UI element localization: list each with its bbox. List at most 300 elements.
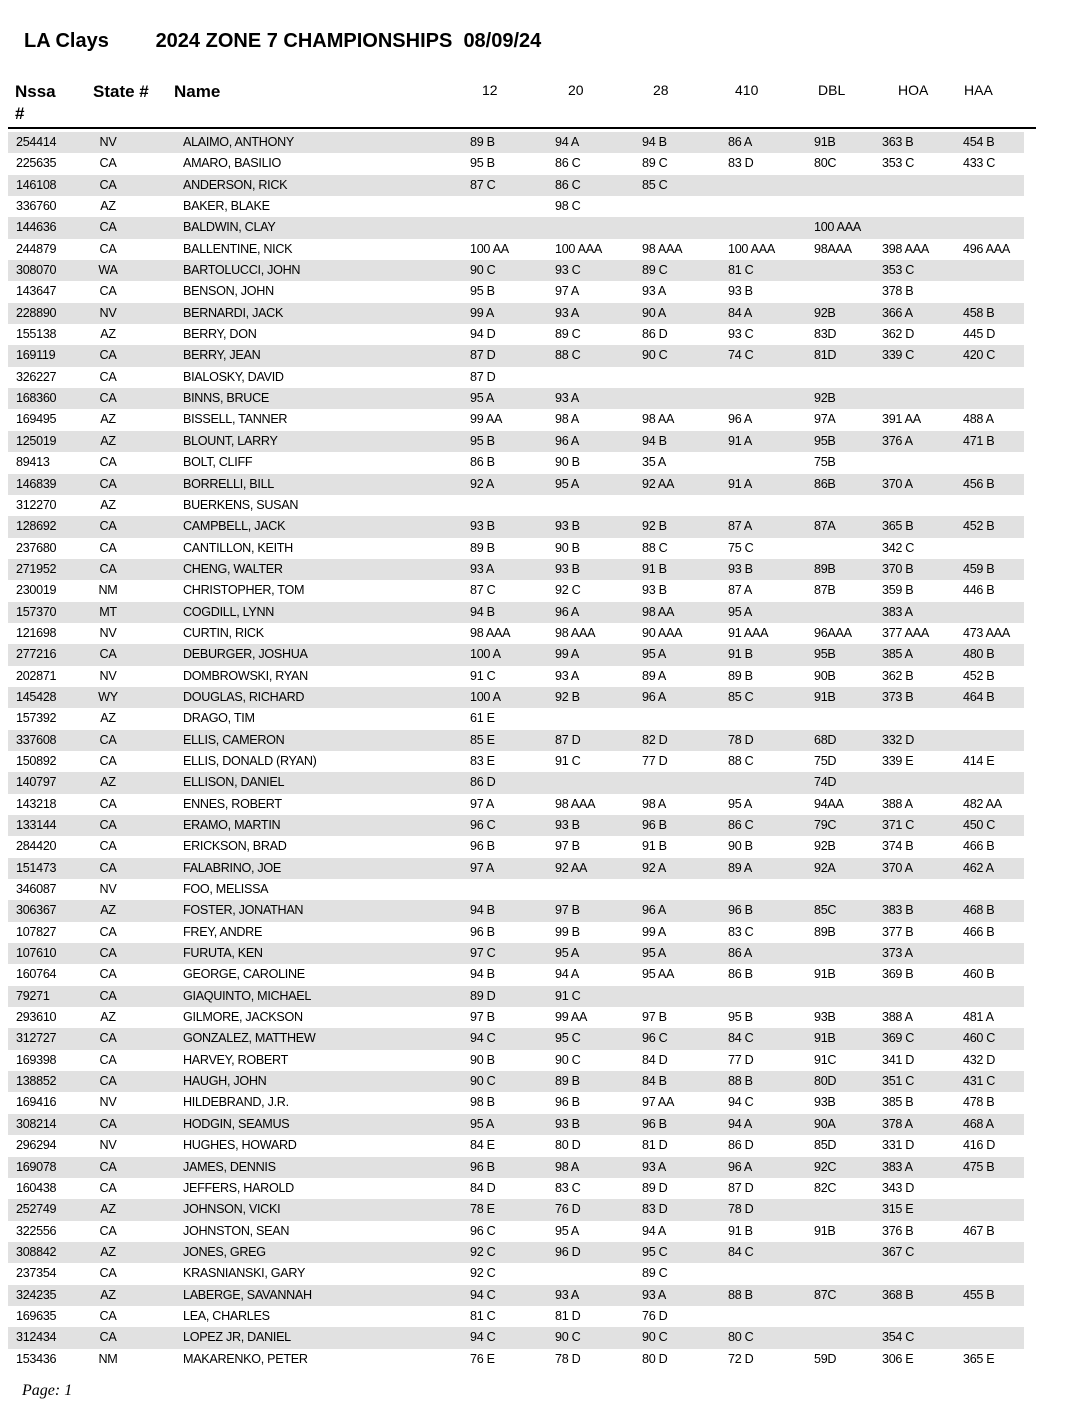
cell-state: CA	[99, 1031, 117, 1046]
cell-name: BUERKENS, SUSAN	[183, 497, 299, 512]
cell-nssa: 146108	[16, 177, 57, 192]
cell-12: 84 E	[470, 1138, 495, 1153]
cell-28: 90 C	[642, 348, 668, 363]
cell-nssa: 133144	[16, 818, 57, 832]
cell-12: 94 B	[470, 967, 495, 982]
cell-state: CA	[99, 924, 117, 939]
cell-20: 83 C	[555, 1180, 581, 1195]
cell-20: 94 A	[555, 967, 580, 982]
cell-12: 87 C	[470, 177, 496, 192]
cell-name: HILDEBRAND, J.R.	[183, 1095, 289, 1110]
cell-dbl: 85C	[814, 903, 837, 918]
cell-12: 100 A	[470, 689, 501, 704]
cell-name: KRASNIANSKI, GARY	[183, 1266, 306, 1281]
cell-12: 87 D	[470, 348, 496, 363]
cell-28: 89 C	[642, 1266, 668, 1281]
cell-20: 93 A	[555, 1287, 580, 1302]
cell-hoa: 378 B	[882, 284, 914, 299]
cell-410: 84 C	[728, 1244, 754, 1259]
cell-name: DOMBROWSKI, RYAN	[183, 668, 308, 683]
cell-410: 84 A	[728, 305, 753, 320]
cell-dbl: 89B	[814, 561, 836, 576]
cell-12: 96 B	[470, 839, 495, 854]
table-row	[8, 943, 1024, 964]
table-row	[8, 623, 1024, 644]
cell-12: 99 AA	[470, 412, 503, 427]
cell-410: 80 C	[728, 1330, 754, 1345]
cell-410: 83 D	[728, 156, 754, 171]
cell-nssa: 336760	[16, 199, 57, 214]
cell-410: 91 A	[728, 476, 753, 491]
cell-haa: 456 B	[963, 476, 995, 491]
table-row	[8, 303, 1024, 324]
report-title: 2024 ZONE 7 CHAMPIONSHIPS	[155, 30, 453, 52]
cell-12: 92 C	[470, 1266, 496, 1281]
cell-nssa: 150892	[16, 753, 57, 768]
cell-410: 96 A	[728, 1159, 753, 1174]
cell-20: 96 A	[555, 604, 580, 619]
cell-hoa: 342 C	[882, 540, 915, 555]
club-name: LA Clays	[24, 30, 109, 52]
cell-12: 96 C	[470, 1223, 496, 1238]
cell-20: 92 AA	[555, 860, 588, 875]
cell-20: 100 AAA	[555, 241, 602, 256]
cell-name: FALABRINO, JOE	[183, 860, 281, 875]
cell-dbl: 75B	[814, 455, 836, 470]
column-headers	[0, 78, 1088, 128]
cell-28: 81 D	[642, 1138, 668, 1153]
cell-state: AZ	[100, 711, 116, 726]
cell-12: 94 B	[470, 604, 495, 619]
cell-hoa: 369 B	[882, 967, 914, 982]
cell-hoa: 365 B	[882, 519, 914, 534]
cell-dbl: 87C	[814, 1287, 837, 1302]
cell-nssa: 169495	[16, 412, 57, 427]
cell-name: ELLIS, CAMERON	[183, 732, 285, 747]
cell-nssa: 169119	[16, 348, 56, 363]
cell-410: 84 C	[728, 1031, 754, 1046]
cell-28: 93 B	[642, 583, 667, 598]
table-row	[8, 281, 1024, 302]
cell-28: 89 A	[642, 668, 667, 683]
cell-name: HAUGH, JOHN	[183, 1074, 267, 1089]
cell-dbl: 100 AAA	[814, 220, 861, 235]
cell-410: 95 A	[728, 604, 753, 619]
cell-haa: 460 C	[963, 1031, 996, 1046]
cell-410: 91 A	[728, 433, 753, 448]
cell-410: 78 D	[728, 1202, 754, 1217]
cell-haa: 475 B	[963, 1159, 995, 1174]
cell-name: BALDWIN, CLAY	[183, 220, 276, 235]
cell-20: 89 B	[555, 1074, 580, 1089]
cell-28: 94 B	[642, 433, 667, 448]
cell-410: 94 A	[728, 1116, 753, 1131]
cell-haa: 431 C	[963, 1074, 996, 1089]
cell-28: 93 A	[642, 1287, 667, 1302]
table-row	[8, 730, 1024, 751]
cell-name: ERAMO, MARTIN	[183, 818, 281, 832]
cell-state: NV	[99, 625, 117, 640]
cell-state: CA	[99, 348, 117, 363]
cell-name: BINNS, BRUCE	[183, 391, 269, 406]
cell-20: 93 A	[555, 668, 580, 683]
cell-haa: 471 B	[963, 433, 995, 448]
cell-dbl: 94AA	[814, 796, 844, 811]
cell-28: 96 C	[642, 1031, 668, 1046]
cell-20: 89 C	[555, 327, 581, 342]
cell-state: CA	[99, 177, 117, 192]
cell-dbl: 91B	[814, 135, 836, 149]
cell-28: 96 A	[642, 689, 667, 704]
cell-dbl: 95B	[814, 647, 836, 662]
col-name: Name	[174, 82, 221, 101]
cell-haa: 365 E	[963, 1351, 995, 1366]
cell-name: JONES, GREG	[183, 1244, 266, 1259]
cell-28: 76 D	[642, 1308, 668, 1323]
cell-20: 90 B	[555, 540, 580, 555]
cell-hoa: 370 A	[882, 860, 913, 875]
cell-haa: 446 B	[963, 583, 995, 598]
cell-name: BAKER, BLAKE	[183, 199, 270, 214]
cell-state: WY	[98, 689, 118, 704]
cell-nssa: 144636	[16, 220, 57, 235]
col-20: 20	[568, 82, 584, 98]
cell-state: CA	[99, 369, 117, 384]
cell-name: JOHNSON, VICKI	[183, 1202, 281, 1217]
cell-nssa: 228890	[16, 305, 57, 320]
cell-hoa: 371 C	[882, 818, 915, 832]
cell-28: 96 A	[642, 903, 667, 918]
cell-12: 90 C	[470, 1074, 496, 1089]
cell-12: 100 A	[470, 647, 501, 662]
cell-hoa: 341 D	[882, 1052, 915, 1067]
cell-hoa: 370 B	[882, 561, 914, 576]
table-row	[8, 1242, 1024, 1263]
cell-name: COGDILL, LYNN	[183, 604, 275, 619]
cell-name: HARVEY, ROBERT	[183, 1052, 288, 1067]
cell-haa: 462 A	[963, 860, 994, 875]
cell-state: AZ	[100, 433, 116, 448]
cell-state: NV	[99, 668, 117, 683]
cell-28: 92 A	[642, 860, 667, 875]
cell-hoa: 398 AAA	[882, 241, 929, 256]
cell-haa: 468 B	[963, 903, 995, 918]
cell-hoa: 353 C	[882, 263, 915, 278]
col-410: 410	[735, 82, 759, 98]
cell-nssa: 346087	[16, 882, 57, 897]
cell-nssa: 326227	[16, 369, 57, 384]
cell-dbl: 82C	[814, 1180, 837, 1195]
cell-name: GILMORE, JACKSON	[183, 1010, 303, 1025]
cell-20: 93 A	[555, 305, 580, 320]
cell-20: 93 B	[555, 818, 580, 832]
cell-nssa: 244879	[16, 241, 57, 256]
cell-hoa: 359 B	[882, 583, 914, 598]
report-date: 08/09/24	[463, 30, 542, 52]
cell-20: 78 D	[555, 1351, 581, 1366]
cell-20: 92 B	[555, 689, 580, 704]
cell-20: 91 C	[555, 753, 581, 768]
cell-dbl: 74D	[814, 775, 837, 790]
cell-12: 92 C	[470, 1244, 496, 1259]
cell-12: 85 E	[470, 732, 495, 747]
cell-name: BERRY, JEAN	[183, 348, 261, 363]
table-row	[8, 666, 1024, 687]
cell-hoa: 339 C	[882, 348, 915, 363]
cell-name: BIALOSKY, DAVID	[183, 369, 284, 384]
cell-20: 97 B	[555, 903, 580, 918]
cell-12: 95 B	[470, 156, 495, 171]
cell-name: CAMPBELL, JACK	[183, 519, 286, 534]
cell-nssa: 312270	[16, 497, 57, 512]
cell-hoa: 373 B	[882, 689, 914, 704]
cell-hoa: 353 C	[882, 156, 915, 171]
cell-28: 80 D	[642, 1351, 668, 1366]
cell-20: 93 A	[555, 391, 580, 406]
cell-hoa: 368 B	[882, 1287, 914, 1302]
cell-hoa: 374 B	[882, 839, 914, 854]
cell-28: 92 B	[642, 519, 667, 534]
cell-state: CA	[99, 561, 117, 576]
cell-hoa: 331 D	[882, 1138, 915, 1153]
cell-haa: 482 AA	[963, 796, 1002, 811]
col-hoa: HOA	[898, 82, 929, 98]
table-row	[8, 1071, 1024, 1092]
table-row	[8, 1178, 1024, 1199]
cell-nssa: 271952	[16, 561, 57, 576]
cell-haa: 466 B	[963, 924, 995, 939]
cell-12: 94 B	[470, 903, 495, 918]
cell-dbl: 83D	[814, 327, 837, 342]
cell-nssa: 296294	[16, 1138, 57, 1153]
table-row	[8, 986, 1024, 1007]
cell-state: AZ	[100, 775, 116, 790]
cell-hoa: 343 D	[882, 1180, 915, 1195]
cell-dbl: 75D	[814, 753, 837, 768]
table-row	[8, 1349, 1024, 1370]
cell-hoa: 362 D	[882, 327, 915, 342]
cell-name: FREY, ANDRE	[183, 924, 263, 939]
page-number: Page: 1	[22, 1382, 73, 1399]
cell-12: 96 B	[470, 924, 495, 939]
cell-state: CA	[99, 455, 117, 470]
cell-haa: 478 B	[963, 1095, 995, 1110]
cell-hoa: 363 B	[882, 135, 914, 149]
cell-410: 78 D	[728, 732, 754, 747]
cell-12: 95 A	[470, 391, 495, 406]
cell-12: 99 A	[470, 305, 495, 320]
table-row	[8, 708, 1024, 729]
cell-name: FOSTER, JONATHAN	[183, 903, 304, 918]
cell-12: 83 E	[470, 753, 495, 768]
cell-nssa: 284420	[16, 839, 57, 854]
cell-410: 93 B	[728, 284, 753, 299]
cell-dbl: 92A	[814, 860, 836, 875]
cell-name: ELLIS, DONALD (RYAN)	[183, 753, 317, 768]
cell-dbl: 91B	[814, 967, 836, 982]
table-row	[8, 922, 1024, 943]
cell-name: BORRELLI, BILL	[183, 476, 274, 491]
cell-12: 90 C	[470, 263, 496, 278]
cell-28: 93 A	[642, 284, 667, 299]
cell-410: 95 A	[728, 796, 753, 811]
cell-name: CURTIN, RICK	[183, 625, 264, 640]
cell-nssa: 143218	[16, 796, 57, 811]
cell-state: CA	[99, 1223, 117, 1238]
cell-20: 95 A	[555, 1223, 580, 1238]
table-row	[8, 217, 1024, 238]
cell-nssa: 153436	[16, 1351, 57, 1366]
cell-410: 91 AAA	[728, 625, 769, 640]
cell-20: 91 C	[555, 988, 581, 1003]
cell-name: ELLISON, DANIEL	[183, 775, 285, 790]
cell-hoa: 306 E	[882, 1351, 914, 1366]
cell-12: 100 AA	[470, 241, 509, 256]
cell-28: 96 B	[642, 818, 667, 832]
cell-nssa: 293610	[16, 1010, 57, 1025]
cell-haa: 450 C	[963, 818, 996, 832]
cell-nssa: 308842	[16, 1244, 57, 1259]
cell-nssa: 146839	[16, 476, 57, 491]
cell-state: CA	[99, 1308, 117, 1323]
cell-20: 87 D	[555, 732, 581, 747]
cell-20: 98 C	[555, 199, 581, 214]
cell-nssa: 169078	[16, 1159, 57, 1174]
cell-state: CA	[99, 391, 117, 406]
cell-12: 93 A	[470, 561, 495, 576]
cell-state: MT	[99, 604, 117, 619]
cell-haa: 414 E	[963, 753, 995, 768]
cell-28: 95 C	[642, 1244, 668, 1259]
cell-name: BISSELL, TANNER	[183, 412, 288, 427]
cell-state: AZ	[100, 1287, 116, 1302]
cell-hoa: 377 AAA	[882, 625, 929, 640]
cell-12: 92 A	[470, 476, 495, 491]
cell-28: 89 D	[642, 1180, 668, 1195]
cell-410: 93 B	[728, 561, 753, 576]
cell-410: 88 B	[728, 1074, 753, 1089]
cell-20: 86 C	[555, 177, 581, 192]
cell-hoa: 383 A	[882, 1159, 913, 1174]
cell-12: 97 B	[470, 1010, 495, 1025]
cell-28: 89 C	[642, 263, 668, 278]
cell-12: 89 B	[470, 540, 495, 555]
cell-hoa: 351 C	[882, 1074, 915, 1089]
cell-20: 93 B	[555, 561, 580, 576]
cell-name: GONZALEZ, MATTHEW	[183, 1031, 316, 1046]
cell-410: 87 D	[728, 1180, 754, 1195]
cell-12: 96 C	[470, 818, 496, 832]
cell-name: BERNARDI, JACK	[183, 305, 284, 320]
table-row	[8, 900, 1024, 921]
cell-haa: 433 C	[963, 156, 996, 171]
cell-dbl: 68D	[814, 732, 837, 747]
cell-20: 90 C	[555, 1052, 581, 1067]
cell-state: AZ	[100, 1244, 116, 1259]
cell-28: 95 A	[642, 946, 667, 961]
cell-dbl: 93B	[814, 1010, 836, 1025]
cell-12: 93 B	[470, 519, 495, 534]
cell-20: 96 B	[555, 1095, 580, 1110]
cell-nssa: 337608	[16, 732, 57, 747]
cell-dbl: 95B	[814, 433, 836, 448]
cell-haa: 458 B	[963, 305, 995, 320]
cell-28: 91 B	[642, 839, 667, 854]
cell-28: 84 B	[642, 1074, 667, 1089]
cell-dbl: 87A	[814, 519, 836, 534]
cell-hoa: 362 B	[882, 668, 914, 683]
table-row	[8, 260, 1024, 281]
cell-hoa: 370 A	[882, 476, 913, 491]
cell-haa: 420 C	[963, 348, 996, 363]
cell-name: BLOUNT, LARRY	[183, 433, 278, 448]
cell-dbl: 91B	[814, 1031, 836, 1046]
cell-20: 93 B	[555, 1116, 580, 1131]
cell-20: 98 AAA	[555, 625, 596, 640]
cell-dbl: 91B	[814, 689, 836, 704]
cell-12: 97 A	[470, 860, 495, 875]
cell-state: CA	[99, 540, 117, 555]
cell-dbl: 59D	[814, 1351, 837, 1366]
cell-name: FURUTA, KEN	[183, 946, 263, 961]
cell-28: 94 A	[642, 1223, 667, 1238]
cell-state: CA	[99, 1159, 117, 1174]
cell-nssa: 237680	[16, 540, 57, 555]
table-row	[8, 1050, 1024, 1071]
cell-20: 93 C	[555, 263, 581, 278]
cell-state: CA	[99, 818, 117, 832]
col-nssa-hash: #	[15, 104, 25, 123]
cell-name: BERRY, DON	[183, 327, 257, 342]
cell-nssa: 157370	[16, 604, 57, 619]
cell-nssa: 121698	[16, 625, 57, 640]
cell-haa: 445 D	[963, 327, 996, 342]
cell-dbl: 98AAA	[814, 241, 852, 256]
cell-hoa: 383 A	[882, 604, 913, 619]
table-row	[8, 452, 1024, 473]
cell-dbl: 92C	[814, 1159, 837, 1174]
cell-hoa: 376 A	[882, 433, 913, 448]
cell-nssa: 160438	[16, 1180, 57, 1195]
cell-hoa: 391 AA	[882, 412, 921, 427]
cell-28: 84 D	[642, 1052, 668, 1067]
cell-nssa: 169635	[16, 1308, 57, 1323]
cell-state: AZ	[100, 199, 116, 214]
table-row	[8, 687, 1024, 708]
cell-28: 90 C	[642, 1330, 668, 1345]
cell-hoa: 385 A	[882, 647, 913, 662]
cell-hoa: 377 B	[882, 924, 914, 939]
cell-28: 93 A	[642, 1159, 667, 1174]
cell-12: 76 E	[470, 1351, 495, 1366]
cell-name: ANDERSON, RICK	[183, 177, 288, 192]
cell-410: 96 B	[728, 903, 753, 918]
cell-state: AZ	[100, 412, 116, 427]
cell-dbl: 81D	[814, 348, 837, 363]
cell-hoa: 378 A	[882, 1116, 913, 1131]
table-row	[8, 1114, 1024, 1135]
table-row	[8, 1199, 1024, 1220]
cell-hoa: 354 C	[882, 1330, 915, 1345]
cell-hoa: 366 A	[882, 305, 913, 320]
cell-name: ALAIMO, ANTHONY	[183, 135, 294, 149]
cell-name: CANTILLON, KEITH	[183, 540, 293, 555]
cell-28: 95 AA	[642, 967, 675, 982]
cell-state: NV	[99, 305, 117, 320]
table-row	[8, 1306, 1024, 1327]
cell-12: 97 A	[470, 796, 495, 811]
col-28: 28	[653, 82, 669, 98]
